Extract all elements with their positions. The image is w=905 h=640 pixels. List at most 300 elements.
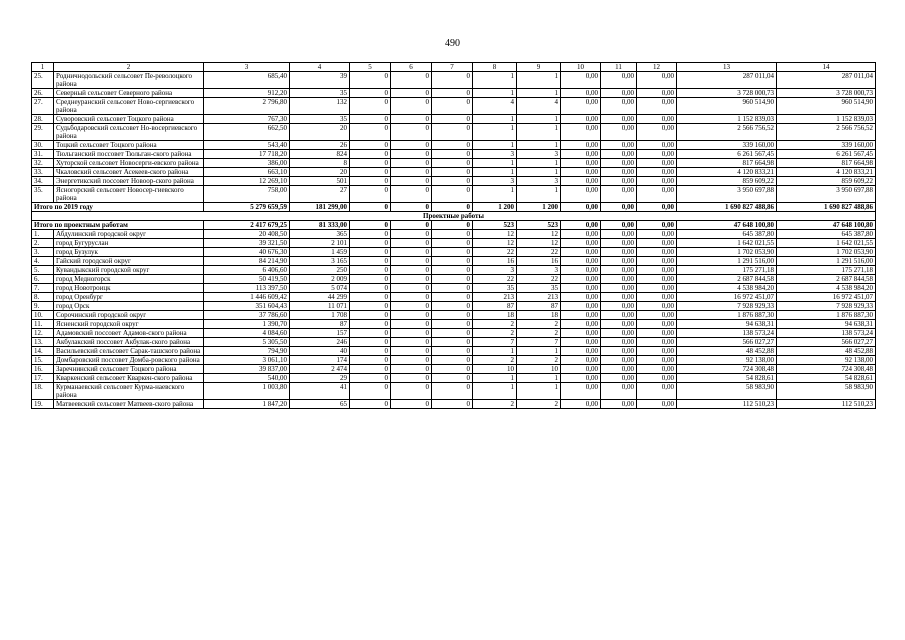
total-value: 0 (432, 221, 473, 230)
value-cell: 912,20 (204, 89, 290, 98)
table-row (32, 338, 876, 347)
value-cell: 6 261 567,45 (677, 150, 777, 159)
value-cell: 3 (473, 266, 517, 275)
column-header: 12 (637, 63, 677, 72)
table-row (32, 347, 876, 356)
value-cell: 0 (391, 383, 432, 400)
table-row (32, 329, 876, 338)
value-cell: 18 (473, 311, 517, 320)
column-header: 1 (32, 63, 54, 72)
value-cell: 39 321,50 (204, 239, 290, 248)
value-cell: 0,00 (601, 257, 637, 266)
table-header-row (32, 63, 876, 72)
row-number: 30. (32, 141, 54, 150)
value-cell: 0 (350, 356, 391, 365)
value-cell: 138 573,24 (677, 329, 777, 338)
municipality-name: Тюльганский поссовет Тюльган-ского района (54, 150, 204, 159)
value-cell: 0 (391, 230, 432, 239)
value-cell: 11 071 (290, 302, 350, 311)
value-cell: 663,10 (204, 168, 290, 177)
value-cell: 54 828,61 (677, 374, 777, 383)
value-cell: 0 (432, 168, 473, 177)
value-cell: 645 387,80 (677, 230, 777, 239)
municipality-name: Кувандыкский городской округ (54, 266, 204, 275)
value-cell: 0,00 (637, 248, 677, 257)
row-number: 1. (32, 230, 54, 239)
value-cell: 0,00 (637, 365, 677, 374)
value-cell: 18 (517, 311, 561, 320)
column-header: 6 (391, 63, 432, 72)
value-cell: 39 (290, 72, 350, 89)
table-row (32, 266, 876, 275)
value-cell: 1 702 053,90 (677, 248, 777, 257)
value-cell: 5 074 (290, 284, 350, 293)
value-cell: 1 (517, 72, 561, 89)
value-cell: 0,00 (637, 257, 677, 266)
value-cell: 0,00 (601, 338, 637, 347)
value-cell: 0 (432, 365, 473, 374)
value-cell: 0,00 (601, 284, 637, 293)
value-cell: 0 (432, 230, 473, 239)
value-cell: 4 120 833,21 (677, 168, 777, 177)
row-number: 31. (32, 150, 54, 159)
value-cell: 1 (517, 89, 561, 98)
table-row (32, 159, 876, 168)
value-cell: 0 (350, 186, 391, 203)
row-number: 9. (32, 302, 54, 311)
value-cell: 0,00 (601, 320, 637, 329)
column-header: 9 (517, 63, 561, 72)
value-cell: 3 728 000,73 (677, 89, 777, 98)
value-cell: 0 (350, 159, 391, 168)
value-cell: 10 (473, 365, 517, 374)
table-row (32, 168, 876, 177)
value-cell: 1 003,80 (204, 383, 290, 400)
table-row (32, 89, 876, 98)
municipality-name: город Орск (54, 302, 204, 311)
value-cell: 0,00 (561, 320, 601, 329)
value-cell: 0 (350, 141, 391, 150)
value-cell: 4 084,60 (204, 329, 290, 338)
value-cell: 0 (350, 239, 391, 248)
value-cell: 794,90 (204, 347, 290, 356)
row-number: 8. (32, 293, 54, 302)
value-cell: 0,00 (601, 124, 637, 141)
value-cell: 4 (473, 98, 517, 115)
value-cell: 758,00 (204, 186, 290, 203)
value-cell: 20 (290, 168, 350, 177)
value-cell: 0 (391, 239, 432, 248)
value-cell: 0,00 (637, 284, 677, 293)
value-cell: 87 (290, 320, 350, 329)
row-number: 2. (32, 239, 54, 248)
row-number: 19. (32, 400, 54, 409)
value-cell: 7 928 929,33 (677, 302, 777, 311)
value-cell: 157 (290, 329, 350, 338)
row-number: 16. (32, 365, 54, 374)
value-cell: 0 (350, 329, 391, 338)
municipality-name: Курманаевский сельсовет Курма-наевского района (54, 383, 204, 400)
value-cell: 0,00 (601, 266, 637, 275)
value-cell: 0 (432, 338, 473, 347)
value-cell: 0 (391, 284, 432, 293)
value-cell: 351 604,43 (204, 302, 290, 311)
row-number: 35. (32, 186, 54, 203)
table-row (32, 124, 876, 141)
value-cell: 3 950 697,88 (677, 186, 777, 203)
total-row (32, 203, 876, 212)
value-cell: 1 (473, 141, 517, 150)
municipality-name: Северный сельсовет Северного района (54, 89, 204, 98)
value-cell: 5 305,50 (204, 338, 290, 347)
municipality-name: Сорочинский городской округ (54, 311, 204, 320)
municipality-name: Чкаловский сельсовет Асекеев-ского района (54, 168, 204, 177)
value-cell: 0,00 (601, 293, 637, 302)
page-number: 490 (445, 38, 460, 49)
total-value: 0 (350, 203, 391, 212)
total-value: 47 648 100,80 (677, 221, 777, 230)
municipality-name: Судьбодаровский сельсовет Но-восергиевского района (54, 124, 204, 141)
value-cell: 0 (350, 230, 391, 239)
value-cell: 1 (473, 374, 517, 383)
value-cell: 0,00 (601, 141, 637, 150)
row-number: 3. (32, 248, 54, 257)
value-cell: 2 101 (290, 239, 350, 248)
value-cell: 2 (473, 329, 517, 338)
municipality-name: Ясненский городской округ (54, 320, 204, 329)
value-cell: 0 (432, 284, 473, 293)
municipality-name: город Бугуруслан (54, 239, 204, 248)
value-cell: 2 566 756,52 (777, 124, 876, 141)
value-cell: 0,00 (601, 159, 637, 168)
value-cell: 2 (517, 356, 561, 365)
value-cell: 94 638,31 (677, 320, 777, 329)
value-cell: 16 (473, 257, 517, 266)
value-cell: 0 (432, 347, 473, 356)
value-cell: 1 152 839,03 (777, 115, 876, 124)
row-number: 32. (32, 159, 54, 168)
value-cell: 1 708 (290, 311, 350, 320)
total-value: 0 (391, 221, 432, 230)
value-cell: 26 (290, 141, 350, 150)
municipality-name: Васильевский сельсовет Сарак-ташского района (54, 347, 204, 356)
value-cell: 1 (473, 72, 517, 89)
table-row (32, 400, 876, 409)
value-cell: 1 (517, 186, 561, 203)
table-row (32, 72, 876, 89)
value-cell: 724 308,48 (777, 365, 876, 374)
total-value: 47 648 100,80 (777, 221, 876, 230)
value-cell: 1 (517, 168, 561, 177)
value-cell: 0,00 (637, 230, 677, 239)
value-cell: 0,00 (637, 275, 677, 284)
row-number: 7. (32, 284, 54, 293)
total-label: Итого по проектным работам (32, 221, 204, 230)
row-number: 25. (32, 72, 54, 89)
municipality-name: Кваркенский сельсовет Кваркен-ского района (54, 374, 204, 383)
table-row (32, 365, 876, 374)
table-row (32, 302, 876, 311)
value-cell: 138 573,24 (777, 329, 876, 338)
municipality-name: город Оренбург (54, 293, 204, 302)
value-cell: 287 011,04 (677, 72, 777, 89)
value-cell: 0,00 (601, 365, 637, 374)
total-label: Итого по 2019 году (32, 203, 204, 212)
value-cell: 0 (391, 329, 432, 338)
value-cell: 87 (517, 302, 561, 311)
value-cell: 0,00 (637, 374, 677, 383)
value-cell: 0 (350, 124, 391, 141)
value-cell: 22 (517, 248, 561, 257)
column-header: 13 (677, 63, 777, 72)
row-number: 28. (32, 115, 54, 124)
value-cell: 0,00 (561, 293, 601, 302)
value-cell: 0 (350, 293, 391, 302)
table-row (32, 150, 876, 159)
row-number: 17. (32, 374, 54, 383)
row-number: 11. (32, 320, 54, 329)
value-cell: 39 837,00 (204, 365, 290, 374)
value-cell: 16 (517, 257, 561, 266)
value-cell: 132 (290, 98, 350, 115)
table-row (32, 177, 876, 186)
value-cell: 112 510,23 (777, 400, 876, 409)
value-cell: 566 027,27 (777, 338, 876, 347)
value-cell: 0 (391, 186, 432, 203)
value-cell: 35 (290, 89, 350, 98)
table-row (32, 293, 876, 302)
municipality-name: Адамовский поссовет Адамов-ского района (54, 329, 204, 338)
total-value: 0,00 (601, 203, 637, 212)
value-cell: 0 (350, 72, 391, 89)
value-cell: 3 165 (290, 257, 350, 266)
value-cell: 174 (290, 356, 350, 365)
value-cell: 40 (290, 347, 350, 356)
value-cell: 1 152 839,03 (677, 115, 777, 124)
value-cell: 48 452,88 (777, 347, 876, 356)
total-value: 2 417 679,25 (204, 221, 290, 230)
value-cell: 0,00 (561, 159, 601, 168)
value-cell: 0 (432, 159, 473, 168)
value-cell: 20 408,50 (204, 230, 290, 239)
value-cell: 44 299 (290, 293, 350, 302)
row-number: 27. (32, 98, 54, 115)
value-cell: 2 009 (290, 275, 350, 284)
value-cell: 0 (432, 383, 473, 400)
value-cell: 0,00 (637, 159, 677, 168)
total-value: 1 200 (473, 203, 517, 212)
value-cell: 0,00 (637, 347, 677, 356)
value-cell: 0 (432, 186, 473, 203)
value-cell: 0 (432, 239, 473, 248)
value-cell: 0,00 (601, 115, 637, 124)
value-cell: 0 (350, 374, 391, 383)
section-title: Проектные работы (32, 212, 876, 221)
value-cell: 12 (473, 230, 517, 239)
value-cell: 0,00 (637, 338, 677, 347)
value-cell: 0 (350, 98, 391, 115)
total-value: 0,00 (561, 221, 601, 230)
value-cell: 16 972 451,07 (777, 293, 876, 302)
row-number: 12. (32, 329, 54, 338)
value-cell: 0 (391, 338, 432, 347)
value-cell: 0 (432, 248, 473, 257)
table-row (32, 257, 876, 266)
value-cell: 3 (517, 266, 561, 275)
section-row (32, 212, 876, 221)
value-cell: 0,00 (601, 356, 637, 365)
value-cell: 3 728 000,73 (777, 89, 876, 98)
value-cell: 0 (391, 293, 432, 302)
value-cell: 662,50 (204, 124, 290, 141)
value-cell: 84 214,90 (204, 257, 290, 266)
value-cell: 0 (432, 302, 473, 311)
value-cell: 35 (473, 284, 517, 293)
value-cell: 16 972 451,07 (677, 293, 777, 302)
value-cell: 0,00 (637, 383, 677, 400)
value-cell: 2 (473, 356, 517, 365)
value-cell: 2 687 844,58 (677, 275, 777, 284)
value-cell: 1 (517, 383, 561, 400)
table-row (32, 248, 876, 257)
row-number: 26. (32, 89, 54, 98)
value-cell: 1 (473, 347, 517, 356)
value-cell: 0,00 (637, 89, 677, 98)
value-cell: 0,00 (601, 383, 637, 400)
value-cell: 1 (473, 115, 517, 124)
row-number: 13. (32, 338, 54, 347)
value-cell: 17 718,20 (204, 150, 290, 159)
value-cell: 0,00 (601, 89, 637, 98)
value-cell: 386,00 (204, 159, 290, 168)
value-cell: 4 120 833,21 (777, 168, 876, 177)
value-cell: 0,00 (637, 72, 677, 89)
value-cell: 1 (473, 159, 517, 168)
row-number: 5. (32, 266, 54, 275)
value-cell: 645 387,80 (777, 230, 876, 239)
table-row (32, 230, 876, 239)
value-cell: 0,00 (601, 168, 637, 177)
table-row (32, 115, 876, 124)
value-cell: 40 676,30 (204, 248, 290, 257)
value-cell: 0,00 (561, 141, 601, 150)
value-cell: 685,40 (204, 72, 290, 89)
value-cell: 0,00 (601, 177, 637, 186)
table-row (32, 356, 876, 365)
value-cell: 37 786,60 (204, 311, 290, 320)
value-cell: 0,00 (561, 239, 601, 248)
value-cell: 12 (517, 230, 561, 239)
value-cell: 0 (432, 124, 473, 141)
municipality-name: Матвеевский сельсовет Матвеев-ского района (54, 400, 204, 409)
value-cell: 0,00 (561, 400, 601, 409)
total-value: 0 (432, 203, 473, 212)
value-cell: 175 271,18 (677, 266, 777, 275)
row-number: 29. (32, 124, 54, 141)
value-cell: 0 (350, 177, 391, 186)
value-cell: 0,00 (601, 400, 637, 409)
value-cell: 0 (391, 177, 432, 186)
value-cell: 0 (391, 320, 432, 329)
column-header: 3 (204, 63, 290, 72)
total-value: 0 (391, 203, 432, 212)
total-value: 81 333,00 (290, 221, 350, 230)
value-cell: 0,00 (561, 230, 601, 239)
value-cell: 0,00 (601, 248, 637, 257)
value-cell: 1 847,20 (204, 400, 290, 409)
value-cell: 7 (473, 338, 517, 347)
value-cell: 543,40 (204, 141, 290, 150)
value-cell: 27 (290, 186, 350, 203)
column-header: 8 (473, 63, 517, 72)
value-cell: 0,00 (561, 284, 601, 293)
value-cell: 0 (391, 115, 432, 124)
value-cell: 0,00 (637, 98, 677, 115)
value-cell: 0,00 (601, 230, 637, 239)
value-cell: 94 638,31 (777, 320, 876, 329)
total-row (32, 221, 876, 230)
value-cell: 0 (432, 320, 473, 329)
value-cell: 817 664,98 (777, 159, 876, 168)
municipality-name: город Новотроицк (54, 284, 204, 293)
value-cell: 0,00 (601, 329, 637, 338)
value-cell: 0,00 (561, 98, 601, 115)
value-cell: 0 (391, 374, 432, 383)
total-value: 0,00 (637, 221, 677, 230)
value-cell: 0 (350, 150, 391, 159)
value-cell: 0,00 (561, 177, 601, 186)
value-cell: 0 (391, 257, 432, 266)
value-cell: 1 642 021,55 (777, 239, 876, 248)
value-cell: 0 (432, 98, 473, 115)
value-cell: 0 (350, 383, 391, 400)
value-cell: 20 (290, 124, 350, 141)
value-cell: 0,00 (601, 98, 637, 115)
municipality-name: город Медногорск (54, 275, 204, 284)
value-cell: 50 419,50 (204, 275, 290, 284)
value-cell: 2 474 (290, 365, 350, 374)
column-header: 10 (561, 63, 601, 72)
value-cell: 22 (517, 275, 561, 284)
municipality-name: Акбулакский поссовет Акбулак-ского района (54, 338, 204, 347)
column-header: 7 (432, 63, 473, 72)
value-cell: 41 (290, 383, 350, 400)
value-cell: 0 (432, 266, 473, 275)
value-cell: 0 (350, 89, 391, 98)
value-cell: 0,00 (561, 115, 601, 124)
municipality-name: город Бузулук (54, 248, 204, 257)
value-cell: 1 390,70 (204, 320, 290, 329)
value-cell: 29 (290, 374, 350, 383)
value-cell: 250 (290, 266, 350, 275)
value-cell: 0 (391, 248, 432, 257)
value-cell: 0,00 (601, 302, 637, 311)
value-cell: 0 (391, 400, 432, 409)
table-row (32, 284, 876, 293)
value-cell: 0 (391, 141, 432, 150)
total-value: 1 200 (517, 203, 561, 212)
value-cell: 0 (391, 356, 432, 365)
value-cell: 1 446 609,42 (204, 293, 290, 302)
value-cell: 0 (432, 293, 473, 302)
value-cell: 339 160,00 (777, 141, 876, 150)
value-cell: 7 928 929,33 (777, 302, 876, 311)
row-number: 6. (32, 275, 54, 284)
value-cell: 0,00 (637, 124, 677, 141)
data-table (31, 62, 876, 409)
value-cell: 0 (350, 248, 391, 257)
value-cell: 0 (432, 400, 473, 409)
